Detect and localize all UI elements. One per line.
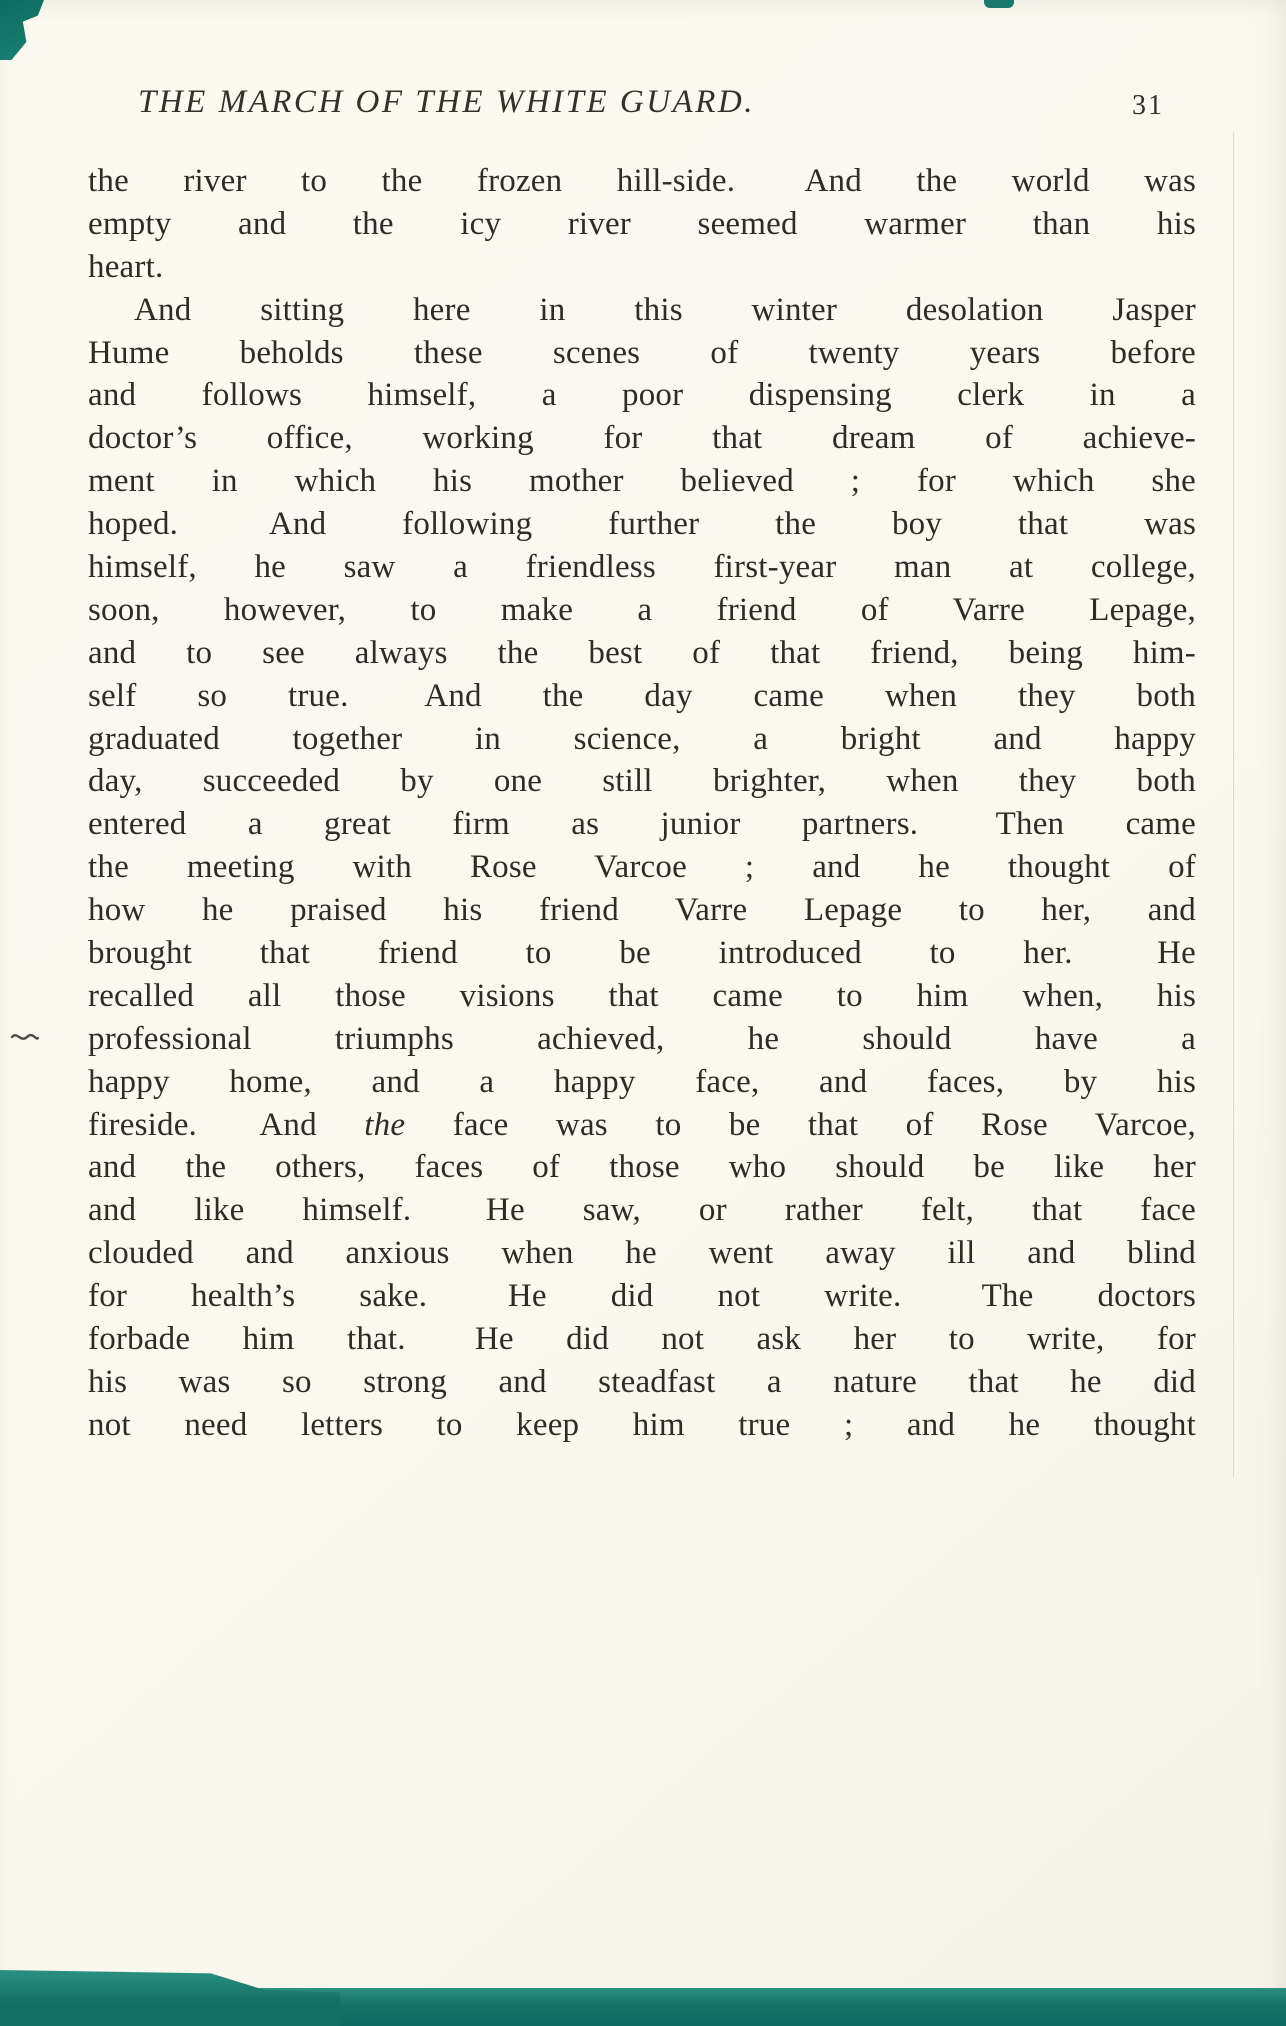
text-line: not need letters to keep him true ; and he thought [88,1406,1196,1443]
text-line: Hume beholds these scenes of twenty years before [88,334,1196,371]
text-line: entered a great firm as junior partners. Then came [88,806,1196,843]
paragraph [88,289,1196,1447]
scan-stain-top-left [0,0,44,60]
text-line: doctor’s office, working for that dream of achieve- [88,420,1196,457]
text-line: for health’s sake. He did not write. The doctors [88,1278,1196,1315]
text-line: and the others, faces of those who should be like her [88,1149,1196,1186]
text-line: self so true. And the day came when they both [88,677,1196,714]
text-line: soon, however, to make a friend of Varre Lepage, [88,591,1196,628]
running-header-title: THE MARCH OF THE WHITE GUARD. [138,84,755,120]
paragraph [88,160,1196,289]
text-line: and to see always the best of that friend, being him- [88,634,1196,671]
text-line: how he praised his friend Varre Lepage to her, and [88,892,1196,929]
text-line: clouded and anxious when he went away ill and blind [88,1235,1196,1272]
scan-stain-top-right [984,0,1014,8]
running-header [88,84,1196,130]
text-line: forbade him that. He did not ask her to write, for [88,1321,1196,1358]
text-line: fireside. And the face was to be that of Rose Varcoe, [88,1106,1197,1143]
text-line: happy home, and a happy face, and faces, by his [88,1063,1196,1100]
text-line: and like himself. He saw, or rather felt, that face [88,1192,1196,1229]
text-line: the meeting with Rose Varcoe ; and he thought of [88,849,1196,886]
text-line: ment in which his mother believed ; for which she [88,463,1196,500]
page-number: 31 [1132,90,1164,121]
text-line: himself, he saw a friendless first-year man at college, [88,549,1196,586]
text-line: professional triumphs achieved, he should have a [88,1020,1196,1057]
text-line: heart. [88,248,164,285]
page-edge-shadow-line [1233,132,1234,1477]
text-line: graduated together in science, a bright and happy [88,720,1196,757]
text-line: brought that friend to be introduced to her. He [88,935,1196,972]
page-body [88,160,1196,1447]
text-line: And sitting here in this winter desolation Jasper [134,291,1196,328]
text-line: empty and the icy river seemed warmer than his [88,205,1196,242]
text-line: recalled all those visions that came to him when, his [88,977,1196,1014]
text-line: his was so strong and steadfast a nature that he did [88,1363,1196,1400]
text-line: day, succeeded by one still brighter, when they both [88,763,1196,800]
text-line: and follows himself, a poor dispensing clerk in a [88,377,1196,414]
scan-stain-bottom-left [0,1970,340,2026]
text-line: hoped. And following further the boy that was [88,506,1196,543]
text-line: the river to the frozen hill-side. And the world was [88,163,1196,199]
margin-pen-mark-icon [10,1030,40,1048]
